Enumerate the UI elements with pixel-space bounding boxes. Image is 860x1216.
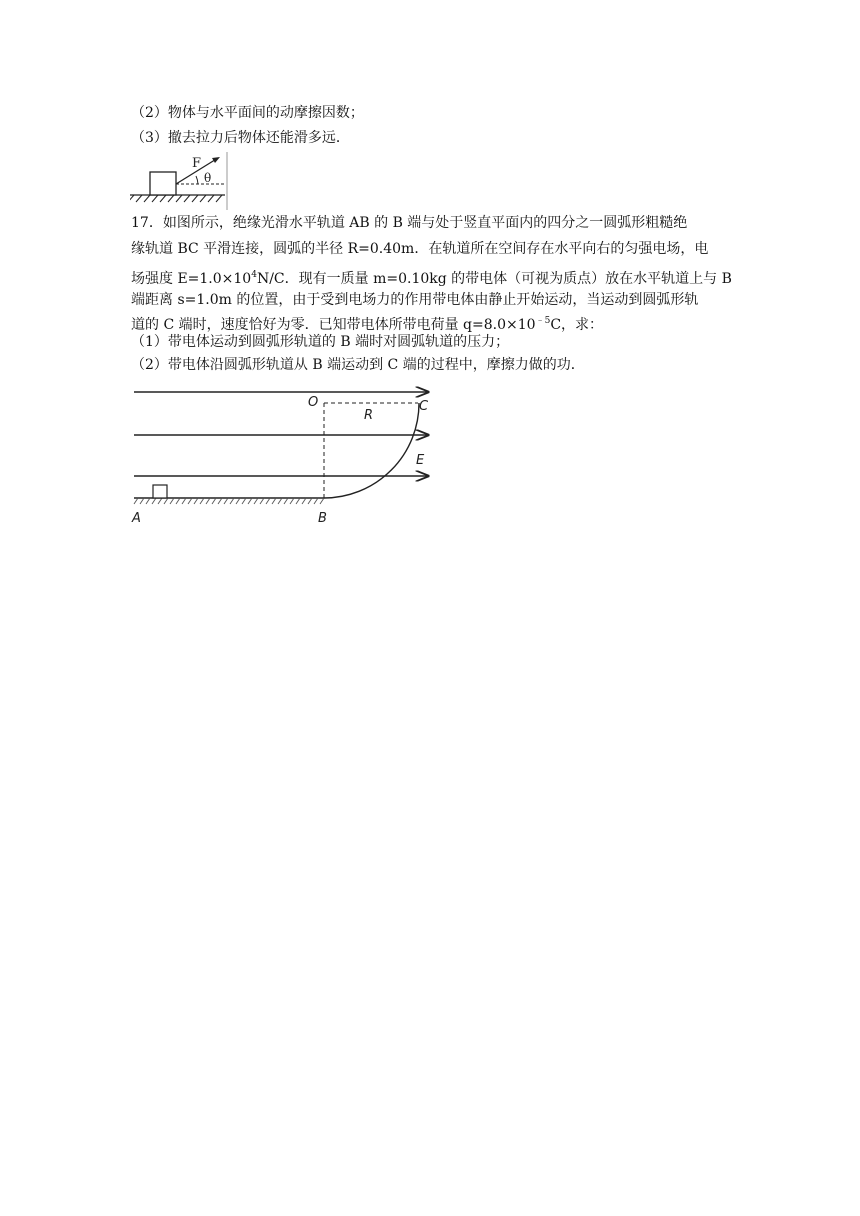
q17-line2: 缘轨道 BC 平滑连接，圆弧的半径 R=0.40m．在轨道所在空间存在水平向右的匀强电场，电 (131, 241, 709, 257)
label-b: B (318, 511, 327, 526)
force-label: F (192, 156, 202, 171)
q17-line3-a: 场强度 E=1.0×10 (131, 271, 252, 287)
label-r: R (364, 408, 374, 423)
figure-block-force (130, 152, 230, 212)
label-e: E (416, 453, 425, 468)
q17-line5-a: 道的 C 端时，速度恰好为零．已知带电体所带电荷量 q=8.0×10 (131, 317, 536, 333)
figure-track-field (128, 382, 438, 532)
q16-part3: （3）撤去拉力后物体还能滑多远． (131, 130, 350, 146)
q17-part1: （1）带电体运动到圆弧形轨道的 B 端时对圆弧轨道的压力； (131, 334, 510, 350)
label-a: A (132, 511, 141, 526)
q17-line1: 17．如图所示，绝缘光滑水平轨道 AB 的 B 端与处于竖直平面内的四分之一圆弧形粗糙绝 (131, 215, 688, 231)
q17-line3-sup: 4 (251, 270, 257, 280)
q17-line3-b: N/C．现有一质量 m=0.10kg 的带电体（可视为质点）放在水平轨道上与 B (256, 271, 732, 287)
q17-line4: 端距离 s=1.0m 的位置，由于受到电场力的作用带电体由静止开始运动，当运动到圆弧形轨 (131, 292, 699, 308)
q17-line3 (131, 266, 732, 288)
q16-part2: （2）物体与水平面间的动摩擦因数； (131, 105, 364, 121)
angle-label: θ (204, 171, 212, 185)
label-c: C (419, 399, 429, 414)
q17-line5-b: C，求： (550, 317, 604, 333)
q17-part2: （2）带电体沿圆弧形轨道从 B 端运动到 C 端的过程中，摩擦力做的功． (131, 357, 585, 373)
label-o: O (308, 395, 319, 410)
q17-line5-sup: ﹣5 (535, 316, 551, 326)
q17-line5 (131, 312, 603, 334)
